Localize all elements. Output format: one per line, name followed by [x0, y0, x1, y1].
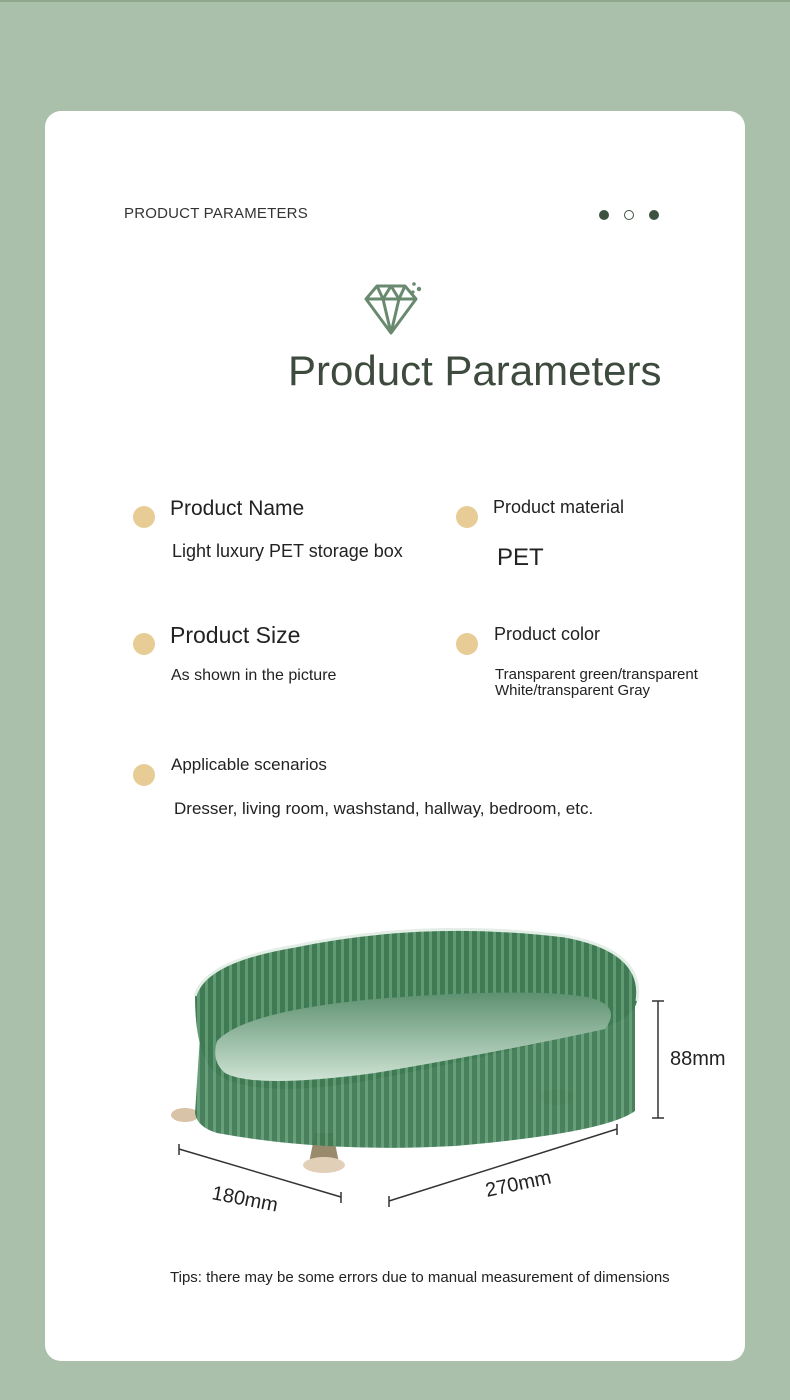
scenarios-label: Applicable scenarios — [171, 755, 327, 774]
storage-tray — [195, 929, 638, 1147]
product-illustration — [125, 901, 726, 1221]
bullet-icon — [456, 506, 478, 528]
bullet-icon — [133, 506, 155, 528]
page-title: Product Parameters — [288, 347, 662, 394]
height-label: 88mm — [670, 1048, 726, 1070]
product-name-label: Product Name — [170, 497, 305, 520]
bullet-icon — [456, 633, 478, 655]
diamond-icon — [364, 281, 426, 337]
bullet-icon — [133, 633, 155, 655]
product-color-value-line2: White/transparent Gray — [495, 682, 651, 699]
pagination-dots — [599, 210, 659, 220]
product-color-label: Product color — [494, 624, 601, 644]
product-material-label: Product material — [493, 497, 625, 517]
product-size-value: As shown in the picture — [171, 667, 337, 684]
dot-3 — [649, 210, 659, 220]
height-dimension — [652, 1001, 664, 1118]
tips-text: Tips: there may be some errors due to manual measurement of dimensions — [170, 1269, 670, 1286]
dot-1 — [599, 210, 609, 220]
product-material-value: PET — [497, 544, 544, 571]
section-label: PRODUCT PARAMETERS — [124, 205, 308, 222]
scenarios-value: Dresser, living room, washstand, hallway, bedroom, etc. — [174, 799, 594, 818]
product-color-value-line1: Transparent green/transparent — [495, 666, 698, 683]
bullet-icon — [133, 764, 155, 786]
product-name-value: Light luxury PET storage box — [172, 541, 403, 561]
top-border — [0, 0, 790, 2]
parameters-card — [45, 111, 745, 1361]
dot-2 — [624, 210, 634, 220]
width-label: 180mm — [210, 1182, 280, 1217]
length-label: 270mm — [483, 1166, 554, 1202]
product-size-label: Product Size — [170, 622, 301, 648]
